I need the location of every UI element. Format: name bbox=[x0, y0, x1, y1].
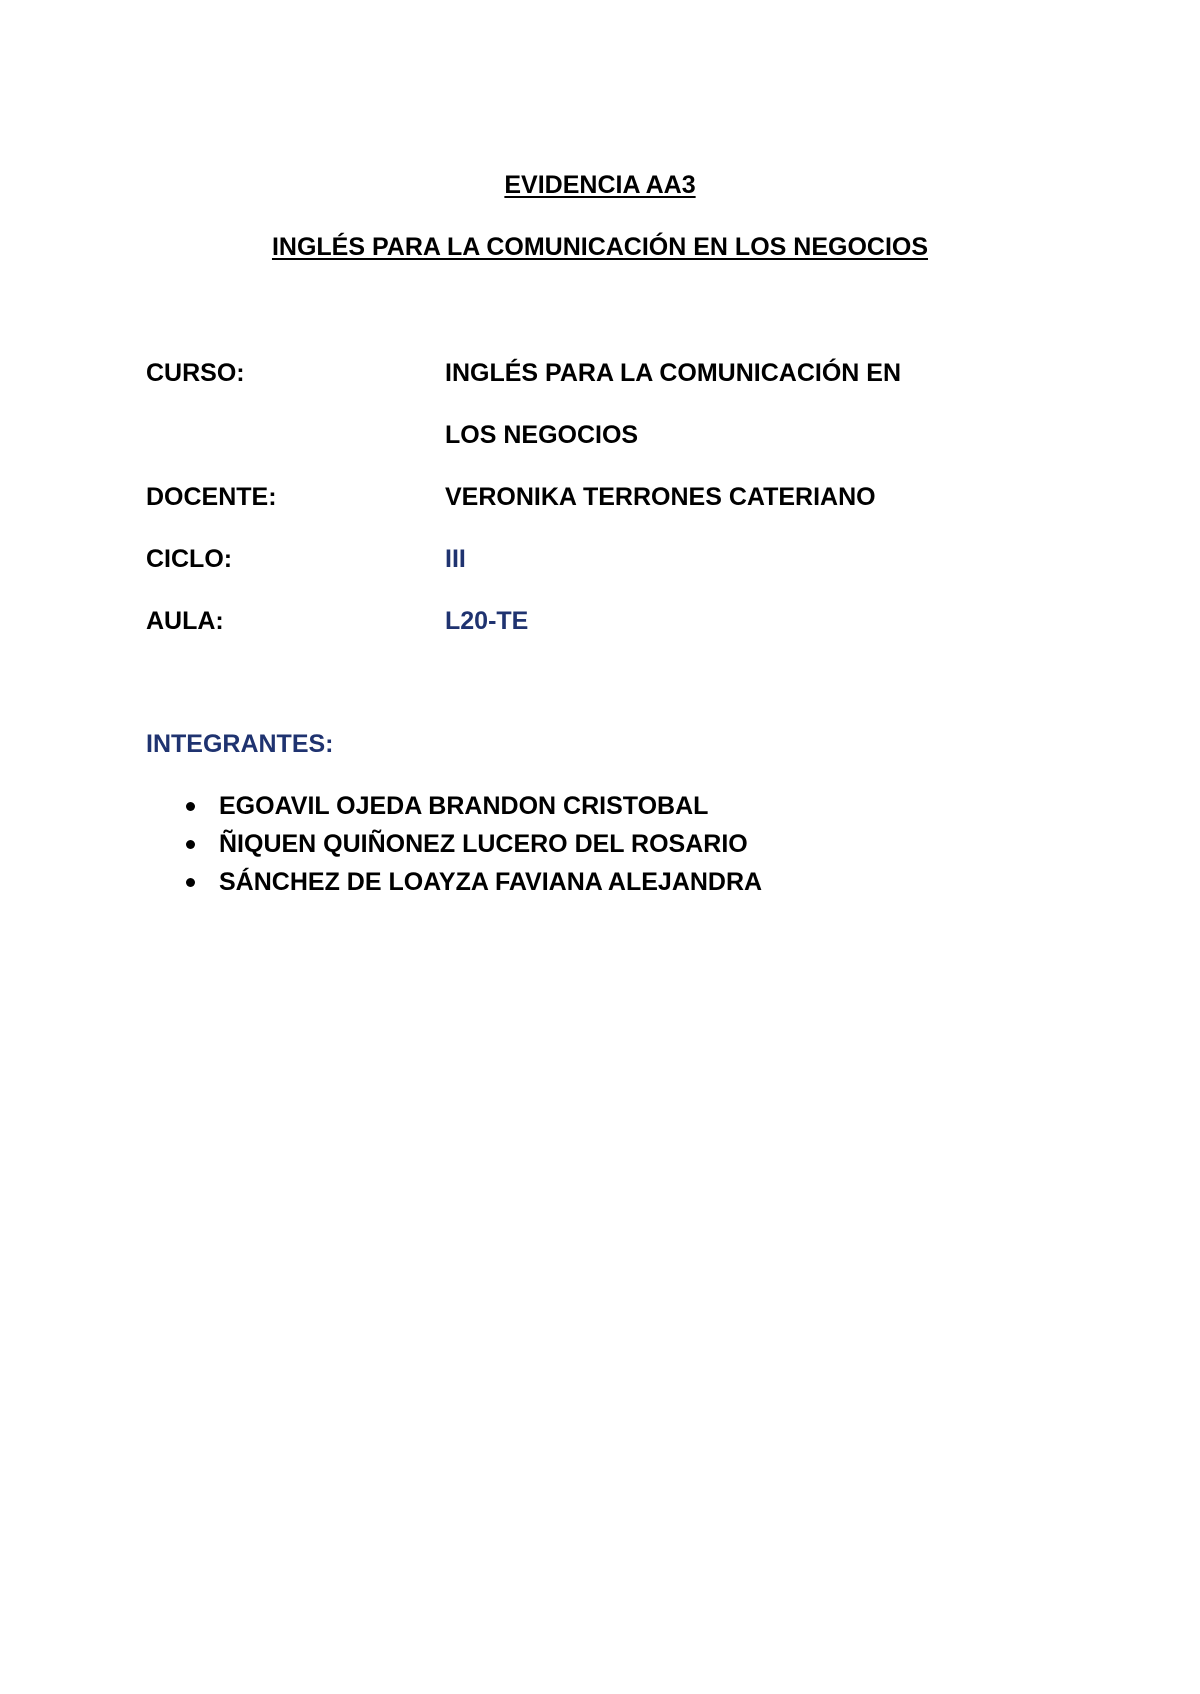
integrantes-heading: INTEGRANTES: bbox=[146, 730, 334, 758]
list-item bbox=[182, 787, 762, 825]
member-name: ÑIQUEN QUIÑONEZ LUCERO DEL ROSARIO bbox=[219, 830, 748, 858]
member-name: SÁNCHEZ DE LOAYZA FAVIANA ALEJANDRA bbox=[219, 868, 763, 896]
curso-value-line1: INGLÉS PARA LA COMUNICACIÓN EN bbox=[445, 359, 902, 387]
integrantes-list bbox=[182, 787, 762, 901]
member-name: EGOAVIL OJEDA BRANDON CRISTOBAL bbox=[219, 792, 709, 820]
curso-value-line2: LOS NEGOCIOS bbox=[445, 421, 639, 449]
list-item bbox=[182, 825, 762, 863]
list-item bbox=[182, 863, 762, 901]
ciclo-label: CICLO: bbox=[146, 545, 233, 573]
docente-value: VERONIKA TERRONES CATERIANO bbox=[445, 483, 876, 511]
document-title: EVIDENCIA AA3 bbox=[504, 171, 696, 199]
docente-label: DOCENTE: bbox=[146, 483, 277, 511]
aula-value: L20-TE bbox=[445, 607, 529, 635]
curso-label: CURSO: bbox=[146, 359, 245, 387]
ciclo-value: III bbox=[445, 545, 466, 573]
bullet-icon bbox=[186, 802, 195, 811]
document-subtitle: INGLÉS PARA LA COMUNICACIÓN EN LOS NEGOCIOS bbox=[271, 233, 929, 261]
aula-label: AULA: bbox=[146, 607, 224, 635]
bullet-icon bbox=[186, 840, 195, 849]
bullet-icon bbox=[186, 878, 195, 887]
